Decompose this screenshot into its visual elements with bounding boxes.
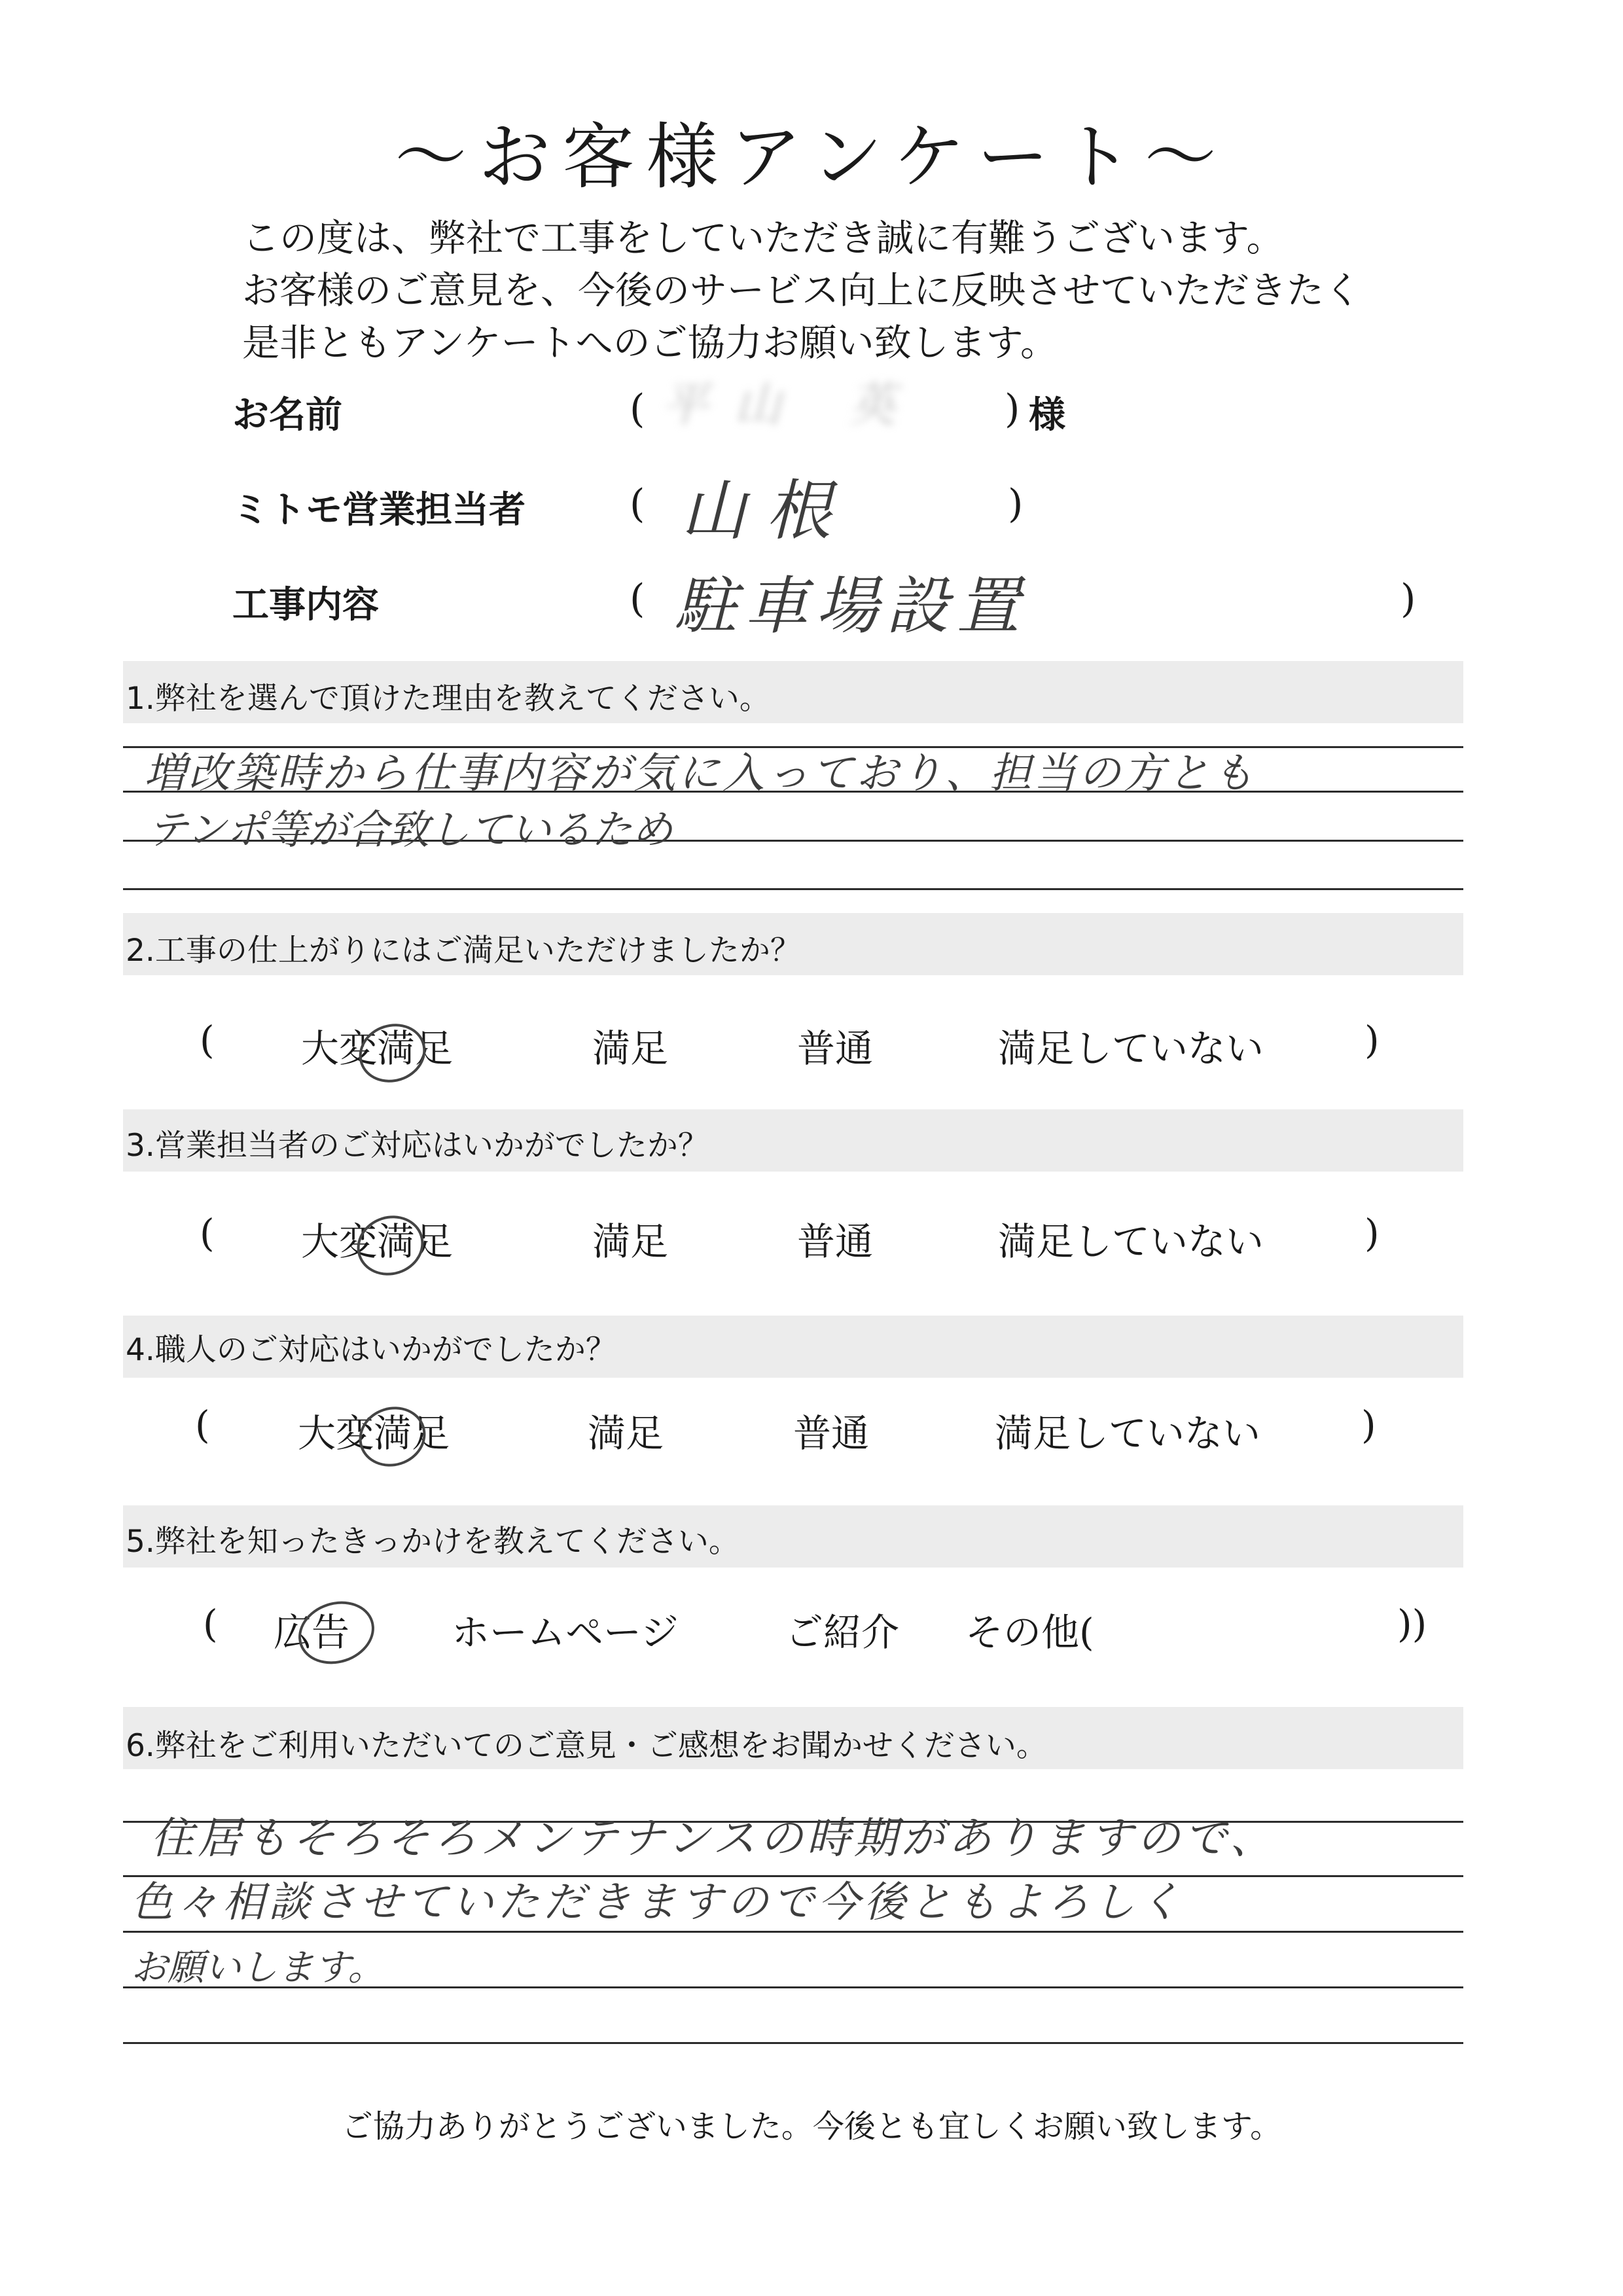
intro-line-3: 是非ともアンケートへのご協力お願い致します。 xyxy=(242,321,1058,365)
q6-answer-line-1[interactable]: 住居もそろそろメンテナンスの時期がありますので、 xyxy=(151,1813,1277,1863)
name-open-paren: ( xyxy=(630,386,645,432)
q5-option-homepage[interactable]: ホームページ xyxy=(452,1610,679,1655)
q2-open-paren: ( xyxy=(200,1018,215,1062)
work-value[interactable]: 駐車場設置 xyxy=(674,569,1027,643)
name-close-paren: ) xyxy=(1005,386,1020,432)
q4-text: 4.職人のご対応はいかがでしたか？ xyxy=(126,1332,616,1368)
work-open-paren: ( xyxy=(630,576,645,622)
footer-thanks: ご協力ありがとうございました。今後とも宜しくお願い致します。 xyxy=(341,2108,1282,2145)
q3-option-very-satisfied[interactable]: 大変満足 xyxy=(301,1219,454,1264)
q5-option-referral[interactable]: ご紹介 xyxy=(785,1610,900,1655)
name-label: お名前 xyxy=(232,394,342,437)
q4-option-average[interactable]: 普通 xyxy=(793,1411,870,1456)
page-title: 〜お客様アンケート〜 xyxy=(395,115,1228,199)
q1-rule-4 xyxy=(123,888,1463,890)
q3-option-average[interactable]: 普通 xyxy=(797,1219,874,1264)
q1-answer-line-1[interactable]: 増改築時から仕事内容が気に入っており、担当の方とも xyxy=(144,749,1257,798)
q2-close-paren: ) xyxy=(1364,1018,1380,1062)
q5-open-paren: ( xyxy=(203,1602,218,1646)
q2-option-not-satisfied[interactable]: 満足していない xyxy=(998,1026,1264,1071)
rep-open-paren: ( xyxy=(630,481,645,527)
q6-answer-line-2[interactable]: 色々相談させていただきますので今後ともよろしく xyxy=(131,1878,1185,1927)
name-suffix: 様 xyxy=(1029,394,1065,437)
work-label: 工事内容 xyxy=(232,584,379,626)
work-close-paren: ) xyxy=(1400,576,1416,622)
q6-rule-3 xyxy=(123,1931,1463,1933)
q4-option-satisfied[interactable]: 満足 xyxy=(588,1411,664,1456)
q3-option-satisfied[interactable]: 満足 xyxy=(592,1219,669,1264)
q3-option-not-satisfied[interactable]: 満足していない xyxy=(998,1219,1264,1264)
rep-value[interactable]: 山根 xyxy=(681,473,851,549)
q4-option-not-satisfied[interactable]: 満足していない xyxy=(995,1411,1261,1456)
q6-answer-line-3[interactable]: お願いします。 xyxy=(131,1946,385,1989)
q3-close-paren: ) xyxy=(1364,1211,1380,1255)
q6-rule-5 xyxy=(123,2042,1463,2044)
q1-text: 1.弊社を選んで頂けた理由を教えてください。 xyxy=(126,681,770,717)
q2-option-average[interactable]: 普通 xyxy=(797,1026,874,1071)
q6-text: 6.弊社をご利用いただいてのご意見・ご感想をお聞かせください。 xyxy=(126,1728,1047,1764)
intro-line-2: お客様のご意見を、今後のサービス向上に反映させていただきたく xyxy=(242,269,1361,312)
q2-option-satisfied[interactable]: 満足 xyxy=(592,1026,669,1071)
q2-text: 2.工事の仕上がりにはご満足いただけましたか？ xyxy=(126,933,801,969)
q5-close-paren: )) xyxy=(1397,1602,1427,1646)
q1-answer-line-2[interactable]: テンポ等が合致しているため xyxy=(147,806,673,853)
rep-close-paren: ) xyxy=(1008,481,1024,527)
q5-option-ad[interactable]: 広告 xyxy=(274,1610,350,1655)
q4-open-paren: ( xyxy=(195,1403,210,1447)
q4-close-paren: ) xyxy=(1361,1403,1376,1447)
name-value[interactable]: 平山 英 xyxy=(661,377,922,432)
q5-option-other[interactable]: その他( xyxy=(965,1610,1094,1655)
q3-text: 3.営業担当者のご対応はいかがでしたか？ xyxy=(126,1128,709,1164)
q3-open-paren: ( xyxy=(200,1211,215,1255)
rep-label: ミトモ営業担当者 xyxy=(232,489,526,531)
intro-line-1: この度は、弊社で工事をしていただき誠に有難うございます。 xyxy=(242,217,1284,260)
q4-option-very-satisfied[interactable]: 大変満足 xyxy=(298,1411,450,1456)
q5-text: 5.弊社を知ったきっかけを教えてください。 xyxy=(126,1524,740,1560)
q2-option-very-satisfied[interactable]: 大変満足 xyxy=(301,1026,454,1071)
